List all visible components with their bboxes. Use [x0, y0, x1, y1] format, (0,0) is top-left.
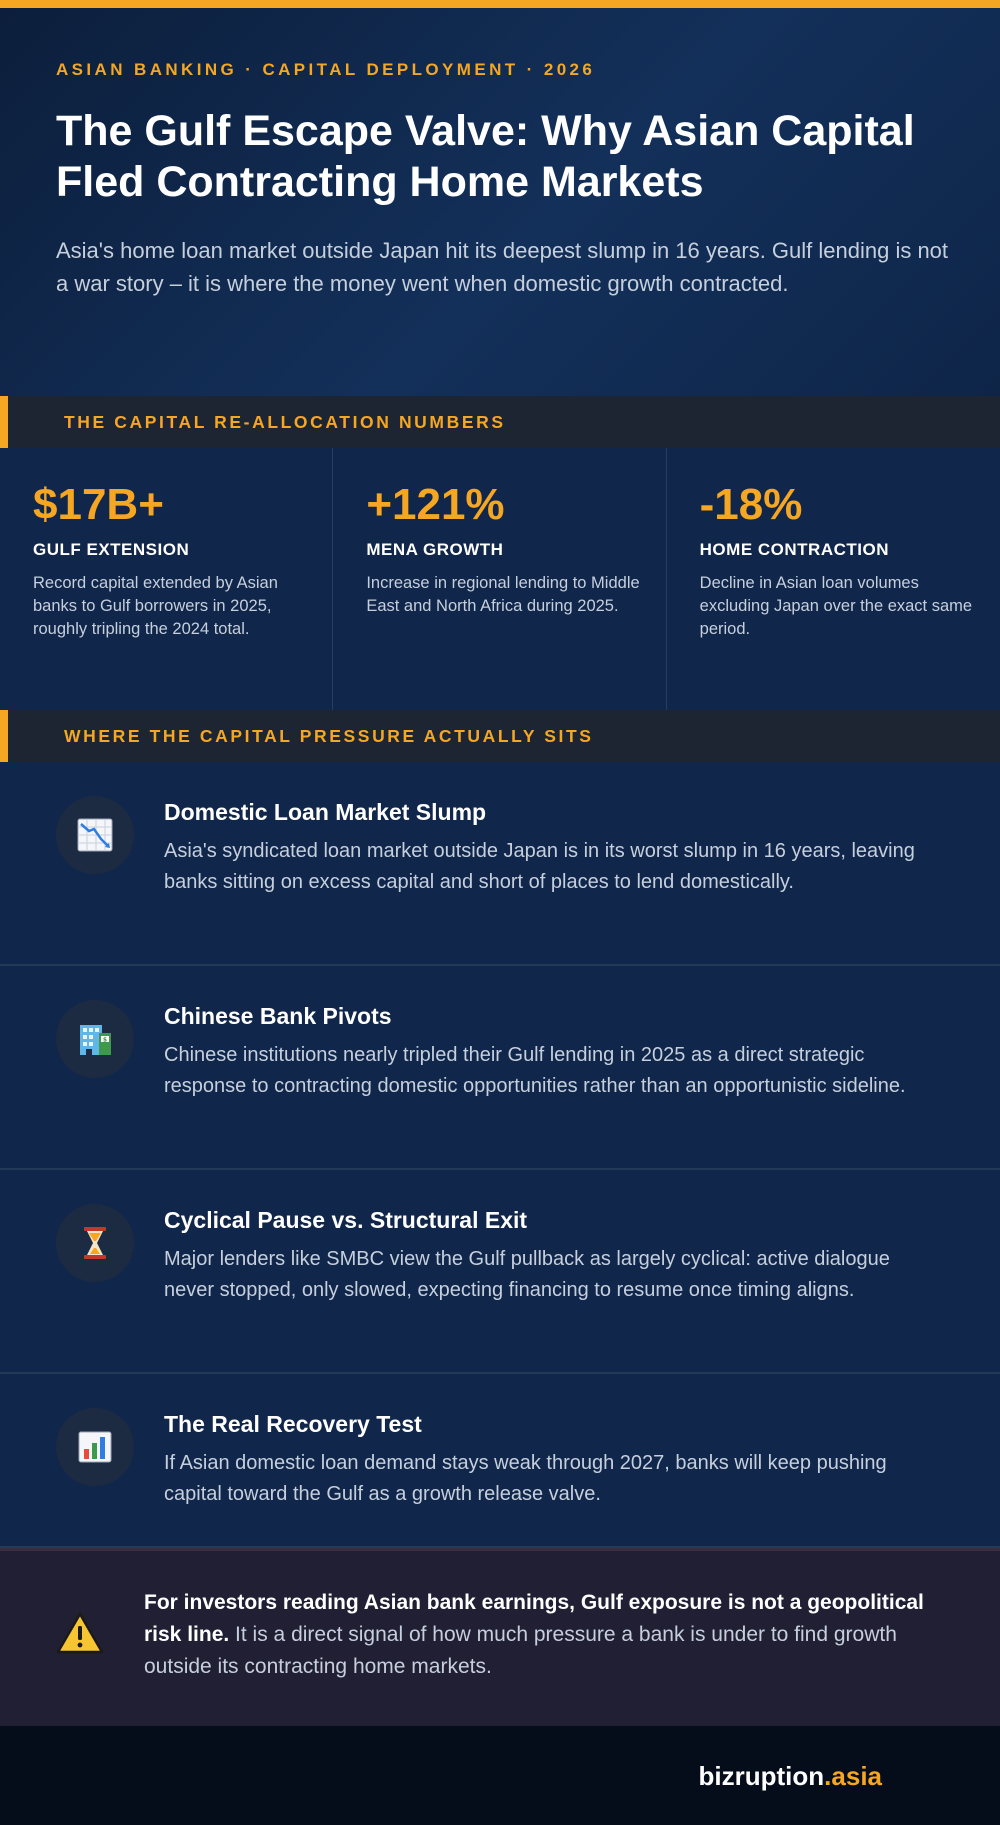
svg-text:$: $ — [102, 1036, 108, 1044]
brand-main: bizruption — [698, 1760, 825, 1791]
item-text: If Asian domestic loan demand stays weak through 2027, banks will keep pushing capital toward the Gulf as a growth release valve. — [164, 1452, 887, 1505]
section-label: WHERE THE CAPITAL PRESSURE ACTUALLY SITS — [64, 725, 594, 746]
stat-home-contraction — [667, 448, 1000, 710]
bank-building-icon — [56, 1000, 134, 1078]
callout-strong: For investors reading Asian bank earnings, Gulf exposure is not a geopolitical risk line. — [144, 1591, 924, 1646]
stats-row — [0, 448, 1000, 710]
section-header-numbers — [0, 396, 1000, 448]
brand-accent: .asia — [824, 1760, 882, 1791]
chart-decreasing-icon — [56, 796, 134, 874]
page-title: The Gulf Escape Valve: Why Asian Capital Fled Contracting Home Markets — [56, 107, 915, 206]
list-item — [0, 966, 1000, 1170]
footer — [0, 1726, 1000, 1825]
callout-text — [144, 1587, 944, 1726]
warning-icon — [56, 1587, 116, 1726]
stat-mena-growth — [333, 448, 666, 710]
list-item — [0, 1374, 1000, 1548]
item-text: Major lenders like SMBC view the Gulf pullback as largely cyclical: active dialogue never stopped, only slowed, expecting financing to resume once timing aligns. — [164, 1248, 890, 1301]
list-item — [0, 762, 1000, 966]
item-title: Domestic Loan Market Slump — [164, 799, 487, 825]
stat-description: Record capital extended by Asian banks to Gulf borrowers in 2025, roughly tripling the 2024 total. — [33, 574, 278, 638]
page-subtitle: Asia's home loan market outside Japan hit its deepest slump in 16 years. Gulf lending is not a war story – it is where the money went when domestic growth contracted. — [56, 238, 949, 296]
item-title: Chinese Bank Pivots — [164, 1003, 392, 1029]
stat-value: $17B+ — [33, 480, 164, 529]
hourglass-icon — [56, 1204, 134, 1282]
stat-label: MENA GROWTH — [366, 540, 504, 559]
section-header-pressure — [0, 710, 1000, 762]
stat-label: HOME CONTRACTION — [699, 540, 889, 559]
stat-value: +121% — [366, 480, 505, 529]
investor-callout — [0, 1548, 1000, 1726]
hero-section — [0, 8, 1000, 396]
stat-description: Increase in regional lending to Middle East and North Africa during 2025. — [366, 574, 640, 615]
callout-body: It is a direct signal of how much pressure a bank is under to find growth outside its contracting home markets. — [144, 1623, 897, 1678]
stat-label: GULF EXTENSION — [33, 540, 190, 559]
stat-description: Decline in Asian loan volumes excluding Japan over the exact same period. — [699, 574, 973, 638]
section-label: THE CAPITAL RE-ALLOCATION NUMBERS — [64, 411, 506, 432]
eyebrow-label: ASIAN BANKING · CAPITAL DEPLOYMENT · 2026 — [56, 60, 596, 79]
bar-chart-icon — [56, 1408, 134, 1486]
top-accent-bar — [0, 0, 1000, 8]
list-item — [0, 1170, 1000, 1374]
item-text: Chinese institutions nearly tripled their Gulf lending in 2025 as a direct strategic response to contracting domestic opportunities rather than an opportunistic sideline. — [164, 1044, 906, 1097]
item-title: The Real Recovery Test — [164, 1411, 422, 1437]
brand-logo — [699, 1761, 882, 1792]
item-text: Asia's syndicated loan market outside Japan is in its worst slump in 16 years, leaving banks sitting on excess capital and short of places to lend domestically. — [164, 840, 915, 893]
stat-value: -18% — [699, 480, 803, 529]
item-title: Cyclical Pause vs. Structural Exit — [164, 1207, 528, 1233]
stat-gulf-extension — [0, 448, 333, 710]
pressure-list — [0, 762, 1000, 1548]
